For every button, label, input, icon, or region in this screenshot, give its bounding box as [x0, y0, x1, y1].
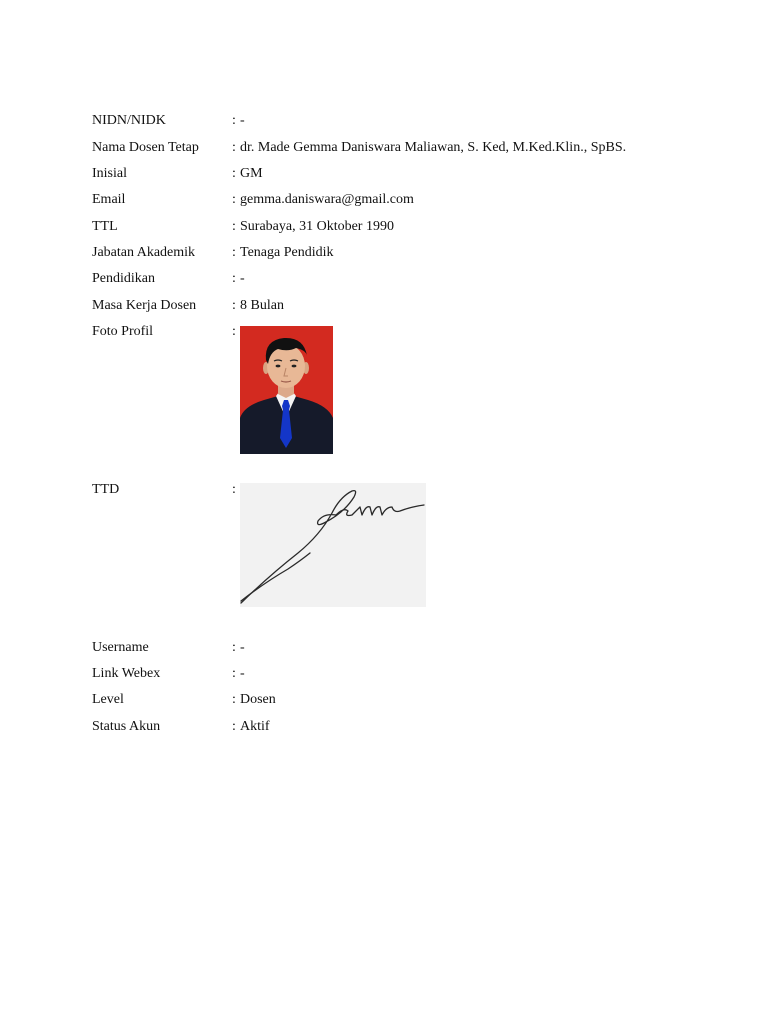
field-label: TTD: [92, 482, 120, 497]
field-value: -: [240, 640, 245, 655]
field-colon: :: [232, 324, 236, 339]
field-value: GM: [240, 166, 263, 181]
field-colon: :: [232, 219, 236, 234]
field-value: -: [240, 666, 245, 681]
profile-photo: [240, 326, 333, 454]
field-value: -: [240, 113, 245, 128]
field-colon: :: [232, 113, 236, 128]
field-value: dr. Made Gemma Daniswara Maliawan, S. Ked, M.Ked.Klin., SpBS.: [240, 140, 627, 155]
field-colon: :: [232, 692, 236, 707]
field-value: Tenaga Pendidik: [240, 245, 334, 260]
field-colon: :: [232, 640, 236, 655]
field-colon: :: [232, 298, 236, 313]
field-colon: :: [232, 482, 236, 497]
field-label: Level: [92, 692, 124, 707]
field-label: TTL: [92, 219, 118, 234]
signature-image: [240, 483, 426, 607]
field-label: Status Akun: [92, 719, 161, 734]
field-label: Inisial: [92, 166, 127, 181]
field-value: 8 Bulan: [240, 298, 284, 313]
field-colon: :: [232, 666, 236, 681]
field-colon: :: [232, 192, 236, 207]
field-value: Surabaya, 31 Oktober 1990: [240, 219, 394, 234]
field-colon: :: [232, 140, 236, 155]
field-value: Aktif: [240, 719, 270, 734]
field-value: gemma.daniswara@gmail.com: [240, 192, 414, 207]
field-label: Email: [92, 192, 126, 207]
field-label: Nama Dosen Tetap: [92, 140, 199, 155]
field-label: Pendidikan: [92, 271, 155, 286]
field-colon: :: [232, 166, 236, 181]
field-value: -: [240, 271, 245, 286]
field-label: NIDN/NIDK: [92, 113, 166, 128]
field-label: Username: [92, 640, 149, 655]
field-value: Dosen: [240, 692, 276, 707]
field-colon: :: [232, 245, 236, 260]
field-label: Foto Profil: [92, 324, 154, 339]
field-colon: :: [232, 271, 236, 286]
field-colon: :: [232, 719, 236, 734]
field-label: Link Webex: [92, 666, 161, 681]
field-label: Jabatan Akademik: [92, 245, 196, 260]
field-label: Masa Kerja Dosen: [92, 298, 197, 313]
